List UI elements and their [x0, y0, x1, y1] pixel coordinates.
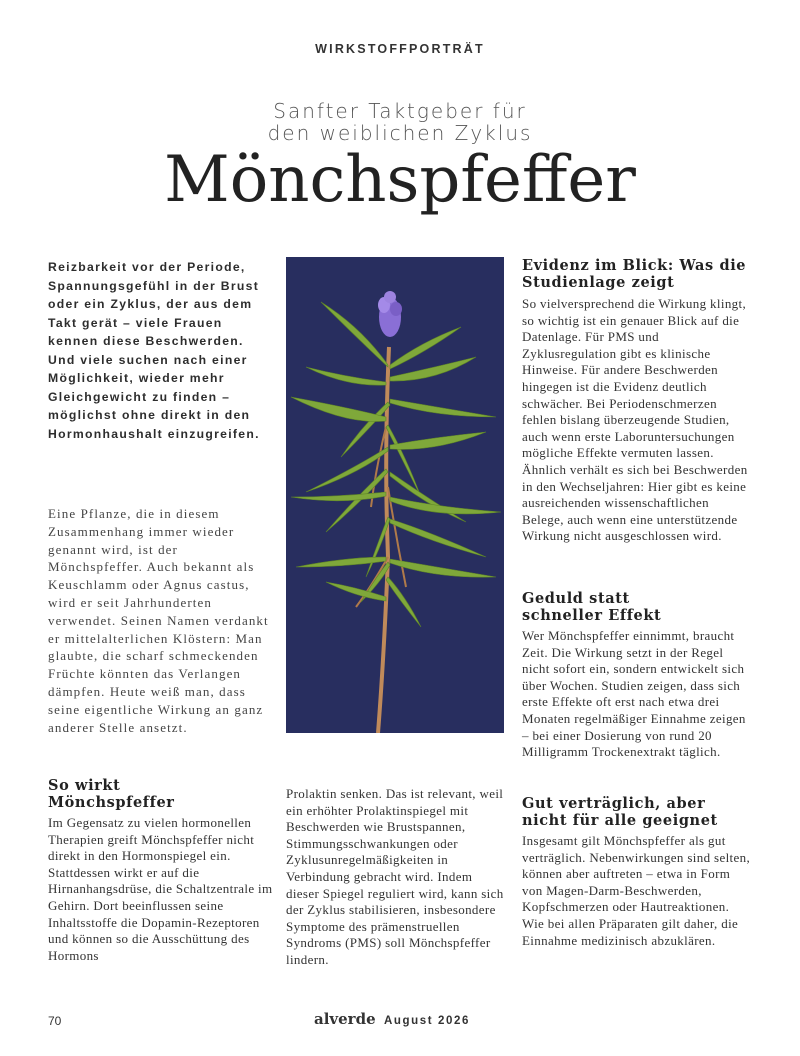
section-heading: Gut verträglich, aber nicht für alle geeignet: [522, 795, 718, 829]
intro-body: Eine Pflanze, die in diesem Zusammenhang immer wieder genannt wird, ist der Mönchspfeffer. Auch bekannt als Keuschlamm oder Agnus castus, wird er seit Jahrhunderten verwendet. Seinen Namen verdankt er mittelalterlichen Klöstern: Man glaubte, die scharf schmeckenden Früchte könnten das Verlangen dämpfen. Heute weiß man, dass seine eigentliche Wirkung an ganz anderer Stelle ansetzt.: [48, 506, 269, 735]
section-kicker: WIRKSTOFFPORTRÄT: [315, 42, 485, 56]
article-title: Mönchspfeffer: [164, 143, 636, 217]
chasteberry-plant-photo: [286, 257, 504, 733]
section-heading: Geduld statt schneller Effekt: [522, 590, 662, 624]
section-body: Insgesamt gilt Mönchspfeffer als gut verträglich. Nebenwirkungen sind selten, können aber auftreten – etwa in Form von Magen-Darm-Beschwerden, Kopfschmerzen oder Hautreaktionen. Wie bei allen Präparaten gilt daher, die Einnahme medizinisch abzuklären.: [522, 833, 751, 948]
section-body: Im Gegensatz zu vielen hormonellen Therapien greift Mönchspfeffer nicht direkt in den Hormonspiegel ein. Stattdessen wirkt er auf die Hirnanhangsdrüse, die Schaltzentrale im Gehirn. Dort beeinflussen seine Inhaltsstoffe die Dopamin-Rezeptoren und können so die Ausschüttung des Hormons: [48, 815, 273, 963]
section-heading: So wirkt Mönchspfeffer: [48, 777, 175, 811]
subtitle-line-2: den weiblichen Zyklus: [267, 121, 533, 145]
section-so-wirkt-continued: [286, 786, 506, 969]
subtitle-line-1: Sanfter Taktgeber für: [273, 99, 527, 123]
brand-logo: alverde: [314, 1010, 376, 1028]
section-body: Wer Mönchspfeffer einnimmt, braucht Zeit. Die Wirkung setzt in der Regel nicht sofort ein, sondern entwickelt sich über Wochen. Studien zeigen, dass sich erste Effekte oft erst nach etwa drei Monaten regelmäßiger Einnahme zeigen – bei einer Dosierung von rund 20 Milligramm Trockenextrakt täglich.: [522, 628, 746, 760]
section-body: Prolaktin senken. Das ist relevant, weil ein erhöhter Prolaktinspiegel mit Beschwerden wie Brustspannen, Stimmungsschwankungen oder Zyklusunregelmäßigkeiten in Verbindung gebracht wird. Indem dieser Spiegel reguliert wird, kann sich der Zyklus stabilisieren, insbesondere Symptome des prämenstruellen Syndroms (PMS) soll Mönchspfeffer lindern.: [286, 786, 504, 967]
section-evidenz: [522, 258, 752, 545]
section-geduld: [522, 591, 752, 761]
plant-illustration: [286, 257, 504, 733]
page-number: 70: [48, 1014, 62, 1028]
section-heading: Evidenz im Blick: Was die Studienlage zeigt: [522, 257, 747, 291]
section-vertraeglich: [522, 796, 752, 949]
article-subtitle: [0, 100, 800, 144]
section-body: So vielversprechend die Wirkung klingt, so wichtig ist ein genauer Blick auf die Datenlage. Für PMS und Zyklusregulation gibt es klinische Hinweise. Für andere Beschwerden hingegen ist die Evidenz deutlich schwächer. Bei Periodenschmerzen fehlen bislang überzeugende Studien, auch wenn erste Laboruntersuchungen mögliche Effekte vermuten lassen. Ähnlich verhält es sich bei Beschwerden in den Wechseljahren: Hier gibt es keine ausreichenden wissenschaftlichen Belege, auch wenn eine unterstützende Wirkung nicht ausgeschlossen wird.: [522, 296, 748, 544]
intro-lead: Reizbarkeit vor der Periode, Spannungsgefühl in der Brust oder ein Zyklus, der aus dem Takt gerät – viele Frauen kennen diese Beschwerden. Und viele suchen nach einer Möglichkeit, wieder mehr Gleichgewicht zu finden – möglichst ohne direkt in den Hormonhaushalt einzugreifen.: [48, 260, 260, 441]
section-so-wirkt: [48, 778, 273, 964]
issue-date: August 2026: [384, 1015, 470, 1027]
